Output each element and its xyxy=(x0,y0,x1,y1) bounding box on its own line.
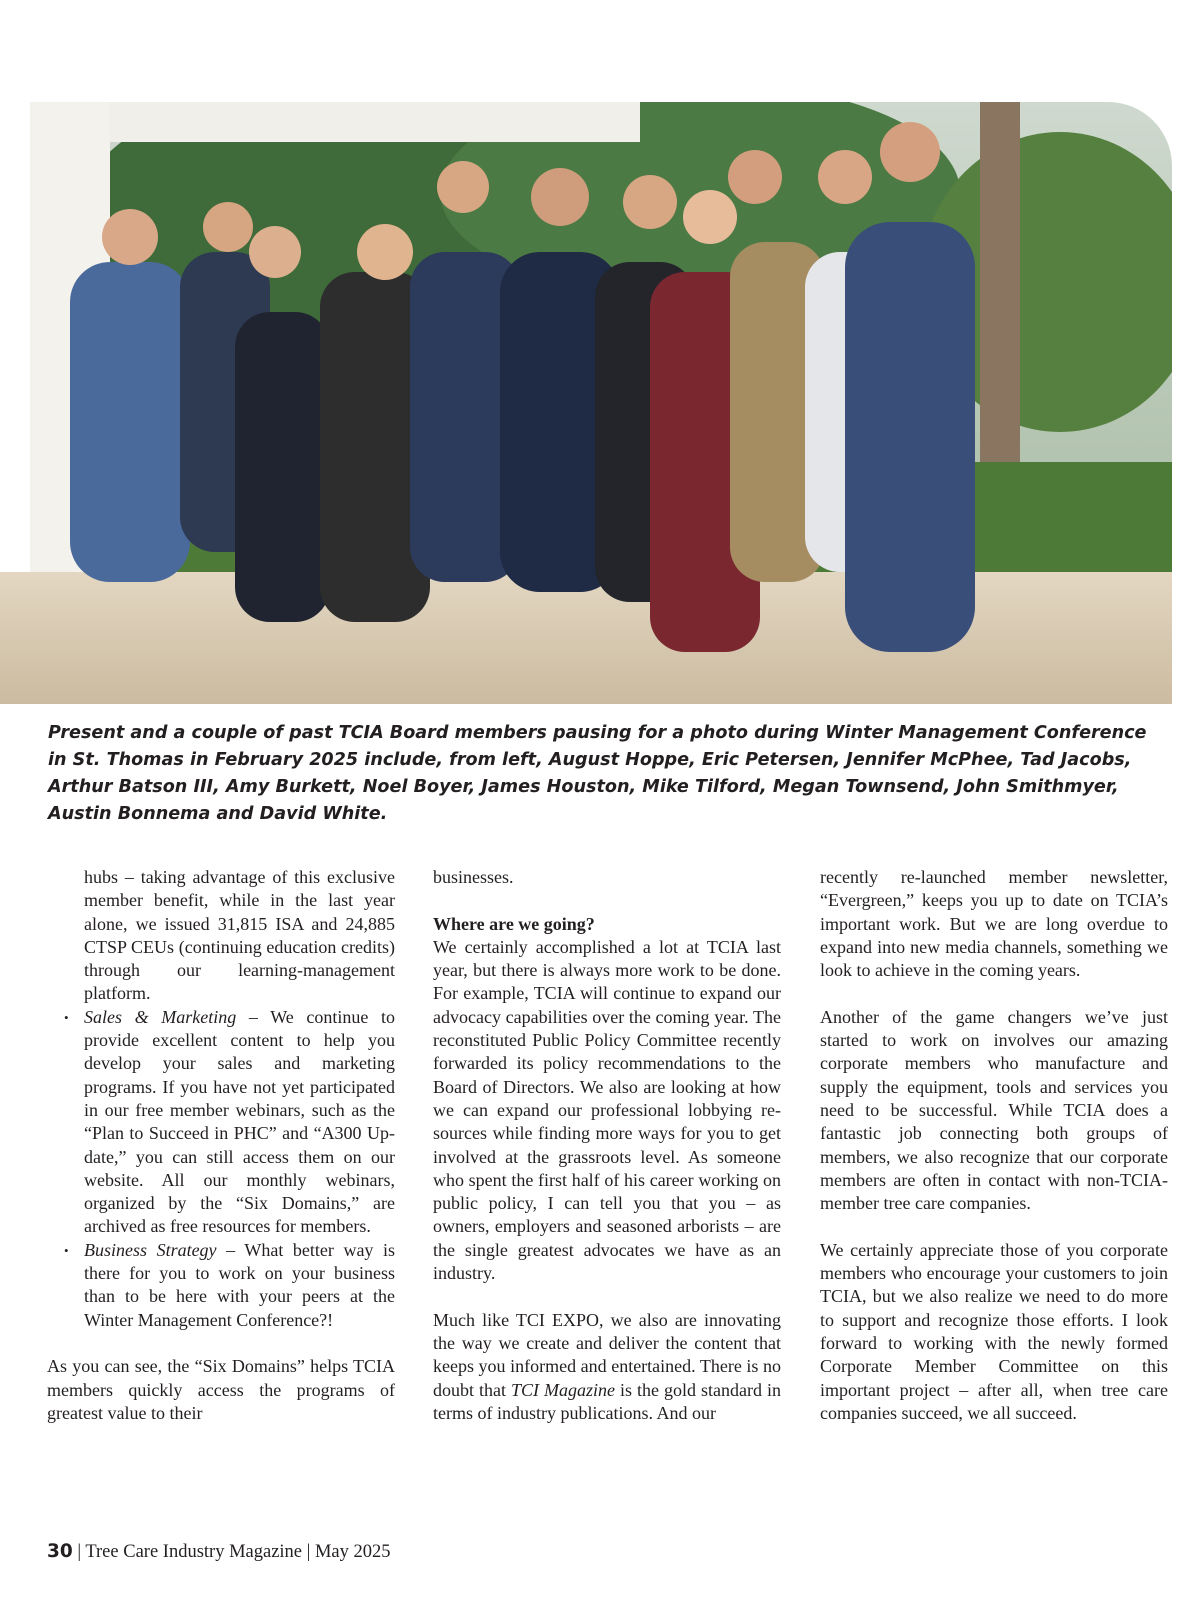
article-column-3 xyxy=(820,866,1168,1425)
paragraph: We certainly accomplished a lot at TCIA last year, but there is always more work to be done. For example, TCIA will continue to expand our advocacy capabilities over the coming year. The reconstituted Public Policy Committee recently forwarded its policy recommendations to the Board of Directors. We also are looking at how we can expand our professional lobbying resources while finding more ways for you to get involved at the grassroots level. As someone who spent the first half of his career working on public policy, I can tell you that you – as owners, employers and seasoned arborists – are the single greatest advocates we have as an industry. xyxy=(433,936,781,1284)
section-heading: Where are we going? xyxy=(433,913,595,934)
paragraph xyxy=(433,1309,781,1425)
page-footer xyxy=(47,1541,391,1563)
publication-title: TCI Magazine xyxy=(511,1379,616,1400)
bullet-dot-icon: • xyxy=(64,1009,69,1025)
article-column-2 xyxy=(433,866,781,1425)
paragraph: recently re-launched member newsletter, “Evergreen,” keeps you up to date on TCIA’s important work. But we are long overdue to expand into new media channels, something we look to achieve in the coming years. xyxy=(820,867,1168,981)
footer-separator: | xyxy=(72,1542,86,1562)
bullet-label: Sales & Marketing xyxy=(84,1006,237,1027)
magazine-name: Tree Care Industry Magazine xyxy=(85,1542,303,1562)
bullet-dot-icon: • xyxy=(64,1242,69,1258)
paragraph: As you can see, the “Six Domains” helps TCIA members quickly access the programs of greatest value to their xyxy=(47,1356,395,1423)
group-photo-illustration xyxy=(0,102,1172,704)
paragraph-text: Much like TCI EXPO, we also are innovating the way we create and deliver the content that keeps you informed and entertained. There is no doubt that xyxy=(433,1309,781,1400)
paragraph: We certainly appreciate those of you corporate members who encourage your customers to join TCIA, but we also realize we need to do more to support and recognize those efforts. I look forward to working with the newly formed Corporate Member Committee on this important project – after all, when tree care companies succeed, we all succeed. xyxy=(820,1239,1168,1423)
group-photo xyxy=(0,102,1172,704)
bullet-item-business-strategy xyxy=(47,1239,395,1332)
bullet-text: – We continue to provide excellent content to help you develop your sales and marketing programs. If you have not yet participated in our free member webinars, such as the “Plan to Succeed in PHC” and “A300 Update,” you can still access them on our website. All our monthly webinars, organized by the “Six Domains,” are archived as free resources for members. xyxy=(84,1006,395,1237)
article-column-1 xyxy=(47,866,395,1425)
bullet-text: – What better way is there for you to work on your business than to be here with your peers at the Winter Management Conference?! xyxy=(84,1239,395,1330)
paragraph: hubs – taking advantage of this exclusive member benefit, while in the last year alone, we issued 31,815 ISA and 24,885 CTSP CEUs (continuing education credits) through our learning-management platform. xyxy=(84,867,395,1004)
photo-caption: Present and a couple of past TCIA Board members pausing for a photo during Winter Management Conference in St. Thomas in February 2025 include, from left, August Hoppe, Eric Petersen, Jennifer McPhee, Tad Jacobs, Arthur Batson III, Amy Burkett, Noel Boyer, James Houston, Mike Tilford, Megan Townsend, John Smithmyer, Austin Bonnema and David White. xyxy=(48,723,1147,824)
paragraph-text: is the gold standard in terms of industry publications. And our xyxy=(433,1379,782,1423)
footer-separator: | xyxy=(302,1542,315,1562)
issue-date: May 2025 xyxy=(314,1542,391,1562)
paragraph: Another of the game changers we’ve just started to work on involves our amazing corporate members who manufacture and supply the equipment, tools and services you need to be successful. While TCIA does a fantastic job connecting both groups of members, we also recognize that our corporate members are often in contact with non-TCIA-member tree care companies. xyxy=(820,1006,1168,1214)
bullet-item-sales-marketing xyxy=(47,1006,395,1239)
bullet-label: Business Strategy xyxy=(84,1239,217,1260)
paragraph: businesses. xyxy=(433,867,514,887)
page-number: 30 xyxy=(47,1541,73,1562)
